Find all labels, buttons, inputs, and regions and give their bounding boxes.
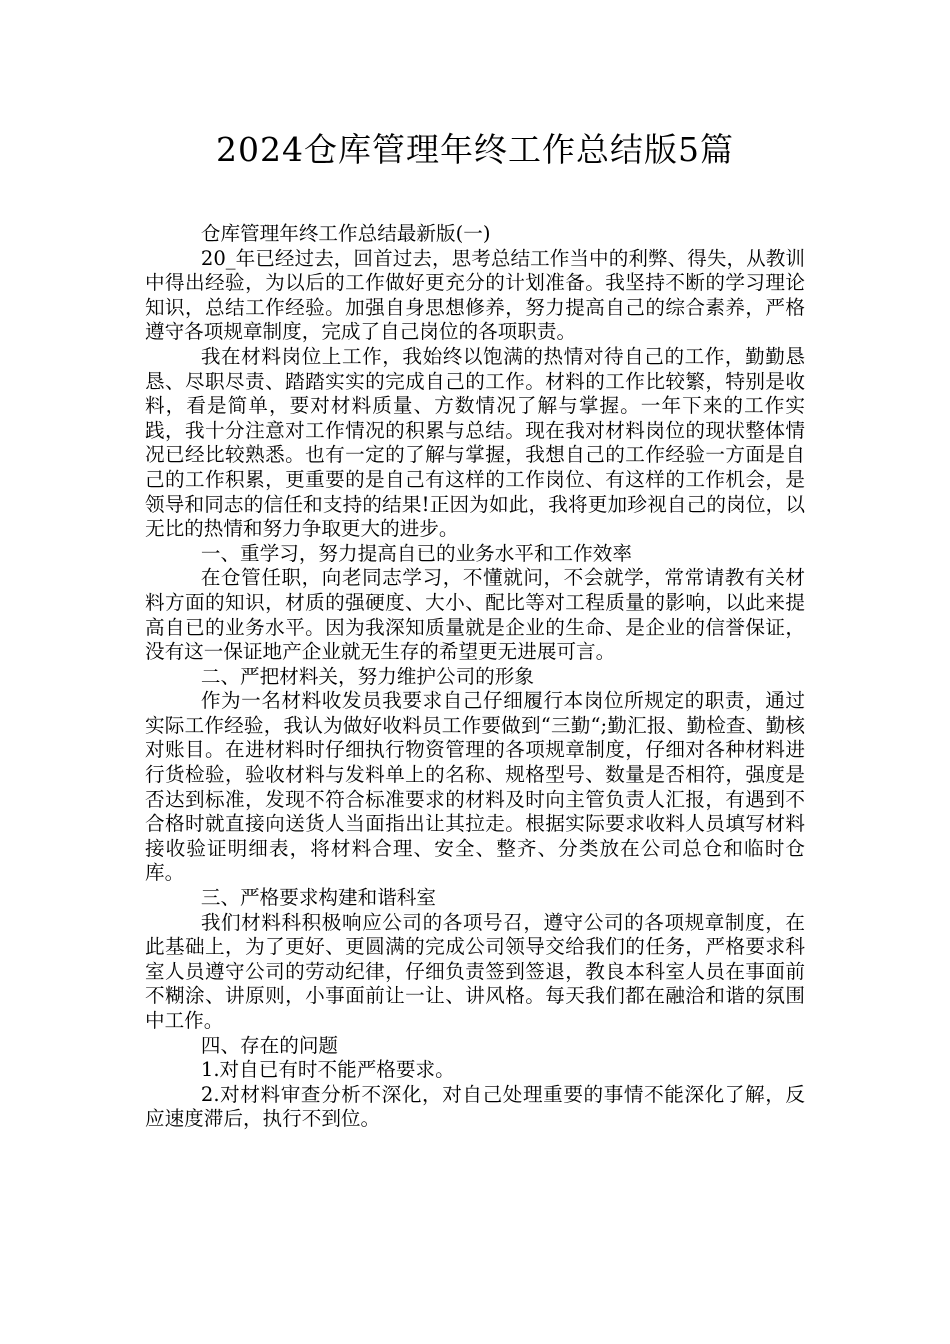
- document-body: [145, 222, 805, 1132]
- subheading: 三、严格要求构建和谐科室: [200, 886, 436, 910]
- subheading: 一、重学习，努力提高自已的业务水平和工作效率: [200, 541, 632, 565]
- paragraph: 20_年已经过去，回首过去，思考总结工作当中的利弊、得失，从教训中得出经验，为以后的工作做好更充分的计划准备。我坚持不断的学习理论知识，总结工作经验。加强自身思想修养，努力提高自己的综合素养，严格遵守各项规章制度，完成了自己岗位的各项职责。: [145, 246, 805, 344]
- paragraph: 在仓管任职，向老同志学习，不懂就问，不会就学，常常请教有关材料方面的知识，材质的强硬度、大小、配比等对工程质量的影响，以此来提高自已的业务水平。因为我深知质量就是企业的生命、是企业的信誉保证，没有这一保证地产企业就无生存的希望更无进展可言。: [145, 566, 805, 664]
- subheading: 四、存在的问题: [200, 1033, 339, 1057]
- document-title: 2024仓库管理年终工作总结版5篇: [216, 130, 734, 169]
- paragraph: 我们材料科积极响应公司的各项号召，遵守公司的各项规章制度，在此基础上，为了更好、更圆满的完成公司领导交给我们的任务，严格要求科室人员遵守公司的劳动纪律，仔细负责签到签退，教良本科室人员在事面前不糊涂、讲原则，小事面前让一让、讲风格。每天我们都在融洽和谐的氛围中工作。: [145, 910, 805, 1032]
- list-item: 2.对材料审查分析不深化，对自己处理重要的事情不能深化了解，反应速度滞后，执行不到位。: [145, 1082, 805, 1131]
- list-item: 1.对自已有时不能严格要求。: [200, 1058, 455, 1082]
- section-heading: 仓库管理年终工作总结最新版(一): [200, 222, 491, 245]
- paragraph: 作为一名材料收发员我要求自己仔细履行本岗位所规定的职责，通过实际工作经验，我认为做好收料员工作要做到“三勤“;勤汇报、勤检查、勤核对账目。在进材料时仔细执行物资管理的各项规章制度，仔细对各种材料进行货检验，验收材料与发料单上的名称、规格型号、数量是否相符，强度是否达到标准，发现不符合标准要求的材料及时向主管负责人汇报，有遇到不合格时就直接向送货人当面指出让其拉走。根据实际要求收料人员填写材料接收验证明细表，将材料合理、安全、整齐、分类放在公司总仓和临时仓库。: [145, 689, 805, 885]
- subheading: 二、严把材料关，努力维护公司的形象: [200, 664, 534, 688]
- paragraph: 我在材料岗位上工作，我始终以饱满的热情对待自己的工作，勤勤恳恳、尽职尽责、踏踏实实的完成自己的工作。材料的工作比较繁，特别是收料，看是简单，要对材料质量、方数情况了解与掌握。一年下来的工作实践，我十分注意对工作情况的积累与总结。现在我对材料岗位的现状整体情况已经比较熟悉。也有一定的了解与掌握，我想自己的工作经验一方面是自己的工作积累，更重要的是自己有这样的工作岗位、有这样的工作机会，是领导和同志的信任和支持的结果!正因为如此，我将更加珍视自己的岗位，以无比的热情和努力争取更大的进步。: [145, 344, 805, 541]
